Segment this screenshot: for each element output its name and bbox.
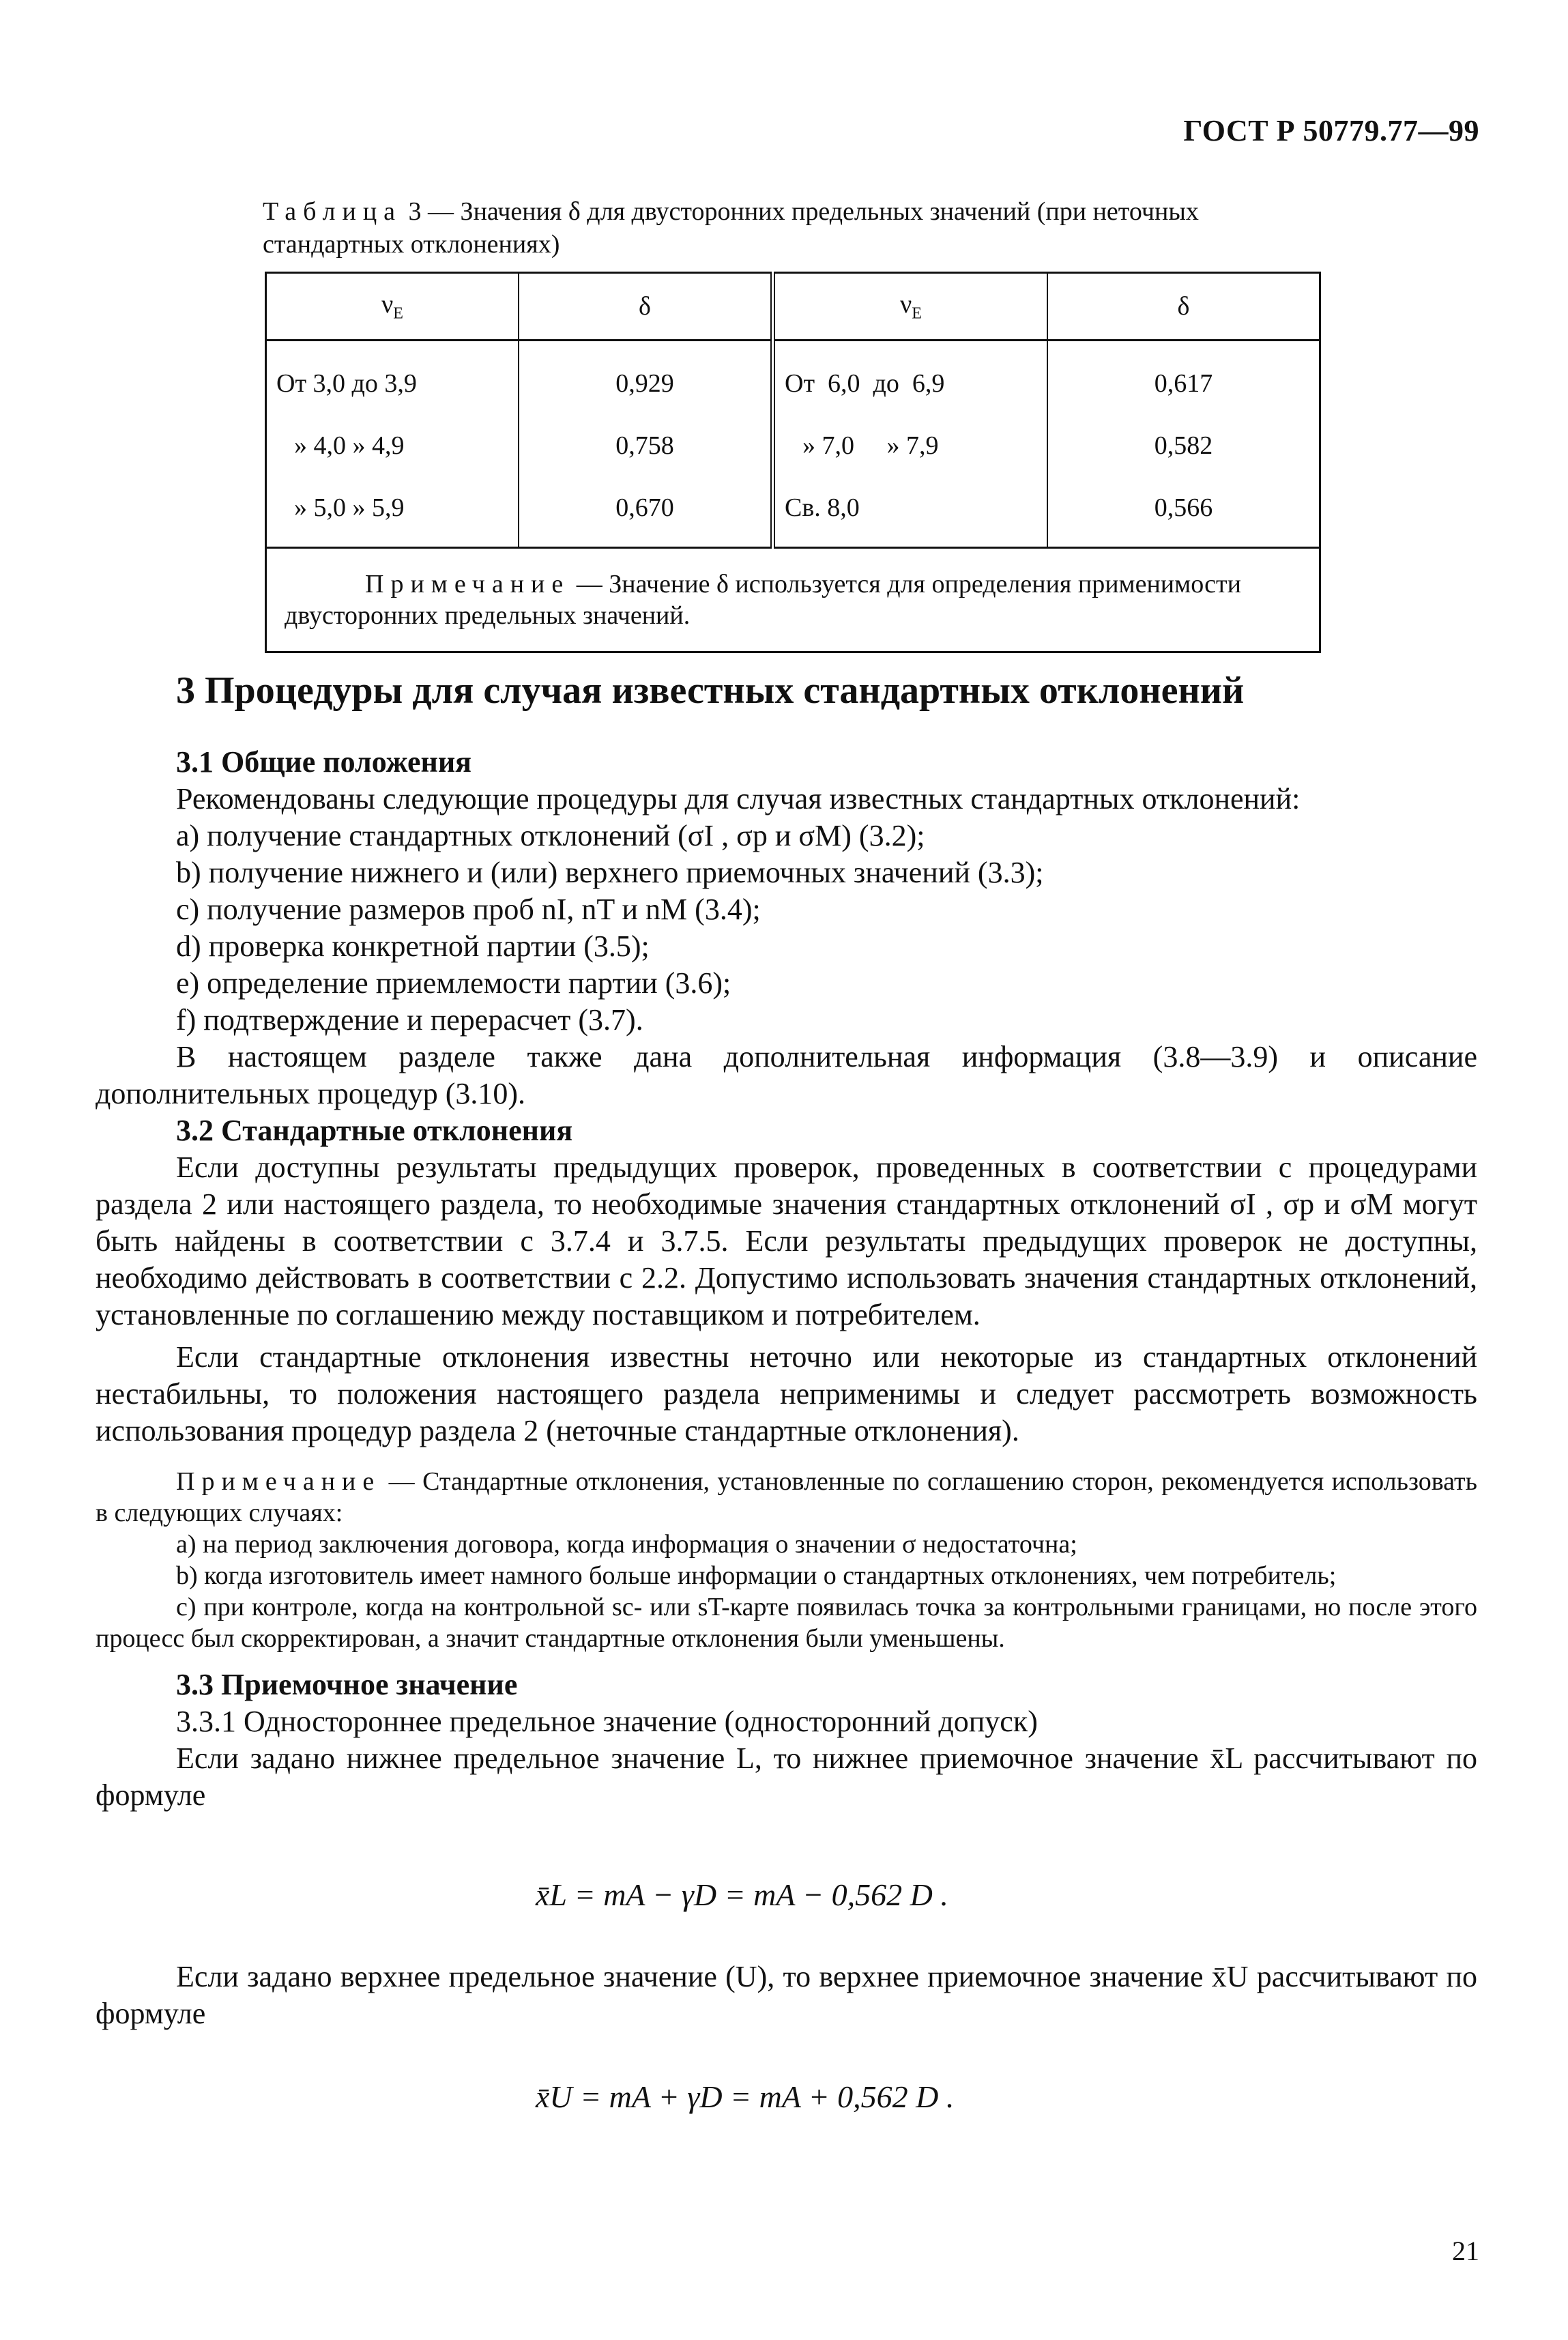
section-3-3-1-paragraph-2-block <box>96 1959 1477 2032</box>
table3-caption-text: 3 — Значения δ для двусторонних предельных значений (при неточных стандартных отклонениях) <box>263 197 1199 259</box>
delta-value-right: 0,566 <box>1047 476 1320 548</box>
table3-caption <box>263 195 1324 261</box>
header-delta-left: δ <box>519 273 773 341</box>
section-3-3-1-title: 3.3.1 Одностороннее предельное значение (односторонний допуск) <box>176 1705 1038 1738</box>
table-row <box>266 414 1320 476</box>
table3 <box>265 272 1321 653</box>
delta-value-left: 0,758 <box>519 414 773 476</box>
header-nu-left: $\nu_E$ <box>266 273 519 341</box>
note-text: — Стандартные отклонения, установленные по соглашению сторон, рекомендуется использовать в следующих случаях: <box>96 1467 1477 1527</box>
section-3-title: 3 Процедуры для случая известных стандартных отклонений <box>176 669 1245 712</box>
section-3-1-title: 3.1 Общие положения <box>176 745 471 779</box>
list-item: b) получение нижнего и (или) верхнего приемочных значений (3.3); <box>176 856 1044 889</box>
section-3-3-1-paragraph-2: Если задано верхнее предельное значение (U), то верхнее приемочное значение x̄U рассчитывают по формуле <box>96 1960 1477 2030</box>
delta-value-left: 0,929 <box>519 341 773 415</box>
nu-range-right: Св. 8,0 <box>773 476 1048 548</box>
page-number: 21 <box>1452 2236 1479 2266</box>
list-item: a) получение стандартных отклонений (σI , σp и σM) (3.2); <box>176 819 925 852</box>
table3-caption-prefix: Таблица <box>263 197 403 226</box>
list-item: f) подтверждение и перерасчет (3.7). <box>176 1003 643 1037</box>
nu-range-left: » 4,0 » 4,9 <box>266 414 519 476</box>
note-item-c: c) при контроле, когда на контрольной sc- или sT-карте появилась точка за контрольными границами, но после этого процесс был скорректирован, а значит стандартные отклонения были уменьшены. <box>96 1593 1477 1653</box>
section-3-3-title: 3.3 Приемочное значение <box>176 1668 518 1701</box>
table-note-prefix: Примечание <box>365 570 570 598</box>
section-3-2-paragraph-2: Если стандартные отклонения известны неточно или некоторые из стандартных отклонений нестабильны, то положения настоящего раздела неприменимы и следует рассмотреть возможность использования процедур раздела 2 (неточные стандартные отклонения). <box>96 1340 1477 1447</box>
table-note-text: — Значение δ используется для определения применимости двусторонних предельных значений. <box>285 570 1241 630</box>
table-note-row <box>266 548 1320 652</box>
list-item: d) проверка конкретной партии (3.5); <box>176 929 650 963</box>
section-3-2-paragraph-1: Если доступны результаты предыдущих проверок, проведенных в соответствии с процедурами раздела 2 или настоящего раздела, то необходимые значения стандартных отклонений σI , σp и σM могут быть найдены в соответствии с 3.7.4 и 3.7.5. Если результаты предыдущих проверок не доступны, необходимо действовать в соответствии с 2.2. Допустимо использовать значения стандартных отклонений, установленные по соглашению между поставщиком и потребителем. <box>96 1151 1477 1331</box>
table-row <box>266 476 1320 548</box>
section-3-2-note <box>96 1466 1477 1529</box>
formula-lower-acceptance: x̄L = mA − γD = mA − 0,562 D . <box>536 1877 948 1912</box>
list-item: c) получение размеров проб nI, nT и nM (3.4); <box>176 893 761 926</box>
section-3-3-1-paragraph-1: Если задано нижнее предельное значение L, то нижнее приемочное значение x̄L рассчитывают по формуле <box>96 1742 1477 1812</box>
nu-range-right: От 6,0 до 6,9 <box>773 341 1048 415</box>
header-delta-right: δ <box>1047 273 1320 341</box>
standard-code-header: ГОСТ Р 50779.77—99 <box>1183 114 1479 147</box>
note-item-b: b) когда изготовитель имеет намного больше информации о стандартных отклонениях, чем потребитель; <box>176 1561 1337 1590</box>
table-note <box>266 548 1320 652</box>
list-item: e) определение приемлемости партии (3.6); <box>176 966 731 1000</box>
nu-range-left: » 5,0 » 5,9 <box>266 476 519 548</box>
nu-range-left: От 3,0 до 3,9 <box>266 341 519 415</box>
section-3-1-outro: В настоящем разделе также дана дополнительная информация (3.8—3.9) и описание дополнительных процедур (3.10). <box>96 1040 1477 1110</box>
note-prefix: Примечание <box>176 1467 381 1496</box>
section-3-1 <box>96 744 1477 1814</box>
note-item-a: a) на период заключения договора, когда информация о значении σ недостаточна; <box>176 1530 1077 1559</box>
section-3-2-title: 3.2 Стандартные отклонения <box>176 1114 573 1147</box>
delta-value-right: 0,617 <box>1047 341 1320 415</box>
delta-value-left: 0,670 <box>519 476 773 548</box>
formula-upper-acceptance: x̄U = mA + γD = mA + 0,562 D . <box>536 2079 955 2114</box>
section-3-1-intro: Рекомендованы следующие процедуры для случая известных стандартных отклонений: <box>176 782 1301 815</box>
header-nu-right: $\nu_E$ <box>773 273 1048 341</box>
nu-range-right: » 7,0 » 7,9 <box>773 414 1048 476</box>
table-header-row <box>266 273 1320 341</box>
table-row <box>266 341 1320 415</box>
delta-value-right: 0,582 <box>1047 414 1320 476</box>
